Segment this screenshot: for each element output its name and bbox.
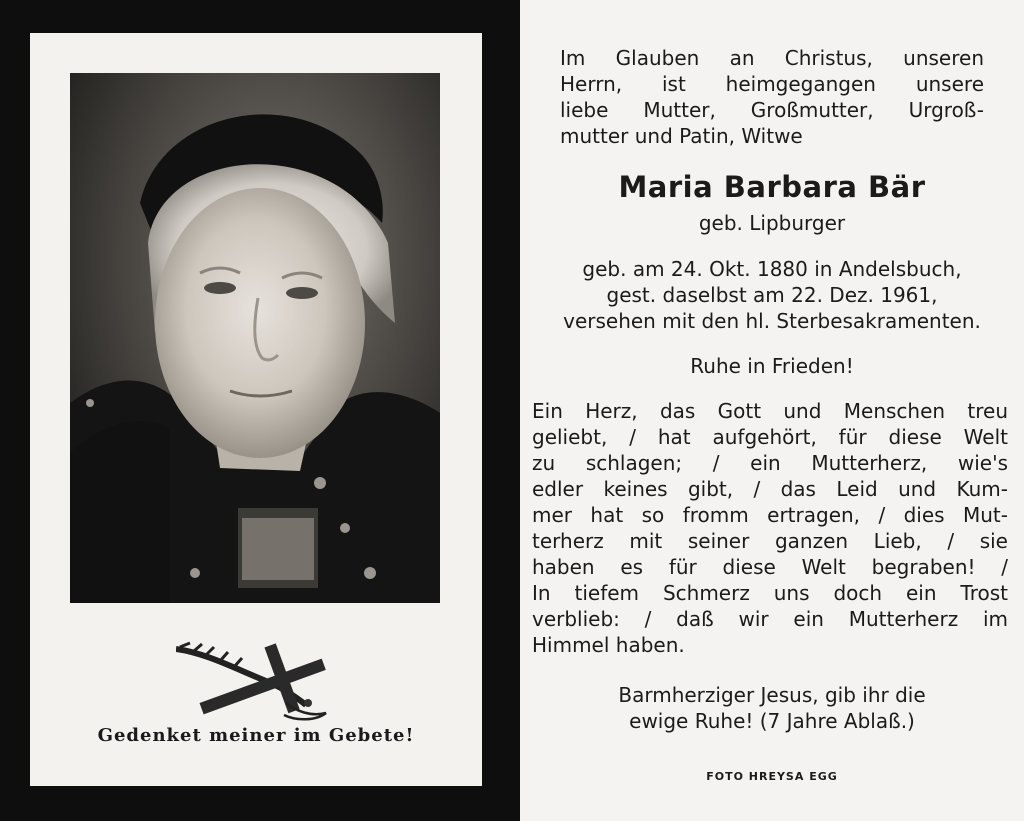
intro-line: Im Glauben an Christus, unseren (560, 46, 984, 70)
date-line: gest. daselbst am 22. Dez. 1961, (606, 283, 938, 307)
prayer-line: Barmherziger Jesus, gib ihr die (618, 683, 926, 707)
poem-line: geliebt, / hat aufgehört, für diese Welt (532, 425, 1008, 449)
prayer-line: ewige Ruhe! (7 Jahre Ablaß.) (629, 709, 915, 733)
rest-in-peace: Ruhe in Frieden! (690, 354, 854, 378)
poem-text (532, 398, 1008, 658)
cross-palm-emblem (176, 641, 336, 721)
intro-text (560, 45, 984, 149)
portrait-illustration (70, 73, 440, 603)
poem-line: zu schlagen; / ein Mutterherz, wie's (532, 451, 1008, 475)
poem-line: haben es für diese Welt begraben! / (532, 555, 1008, 579)
poem-line: Ein Herz, das Gott und Menschen treu (532, 399, 1008, 423)
photo-card (30, 33, 482, 786)
poem-line: Himmel haben. (532, 633, 685, 657)
right-panel (520, 0, 1024, 821)
poem-line: In tiefem Schmerz uns doch ein Trost (532, 581, 1008, 605)
poem-line: mer hat so fromm ertragen, / dies Mut- (532, 503, 1008, 527)
date-line: versehen mit den hl. Sterbesakramenten. (563, 309, 981, 333)
intro-line: liebe Mutter, Großmutter, Urgroß- (560, 98, 984, 122)
intro-line: mutter und Patin, Witwe (560, 124, 803, 148)
life-dates (520, 256, 1024, 334)
prayer-request-caption: Gedenket meiner im Gebete! (97, 725, 415, 746)
poem-line: terherz mit seiner ganzen Lieb, / sie (532, 529, 1008, 553)
cross-icon (176, 641, 336, 721)
deceased-name: Maria Barbara Bär (618, 170, 926, 204)
photographer-credit: FOTO HREYSA EGG (706, 770, 838, 783)
date-line: geb. am 24. Okt. 1880 in Andelsbuch, (582, 257, 962, 281)
poem-line: edler keines gibt, / das Leid und Kum- (532, 477, 1008, 501)
intro-line: Herrn, ist heimgegangen unsere (560, 72, 984, 96)
closing-prayer (520, 682, 1024, 734)
poem-line: verblieb: / daß wir ein Mutterherz im (532, 607, 1008, 631)
maiden-name: geb. Lipburger (698, 211, 846, 235)
portrait-photo (70, 73, 440, 603)
